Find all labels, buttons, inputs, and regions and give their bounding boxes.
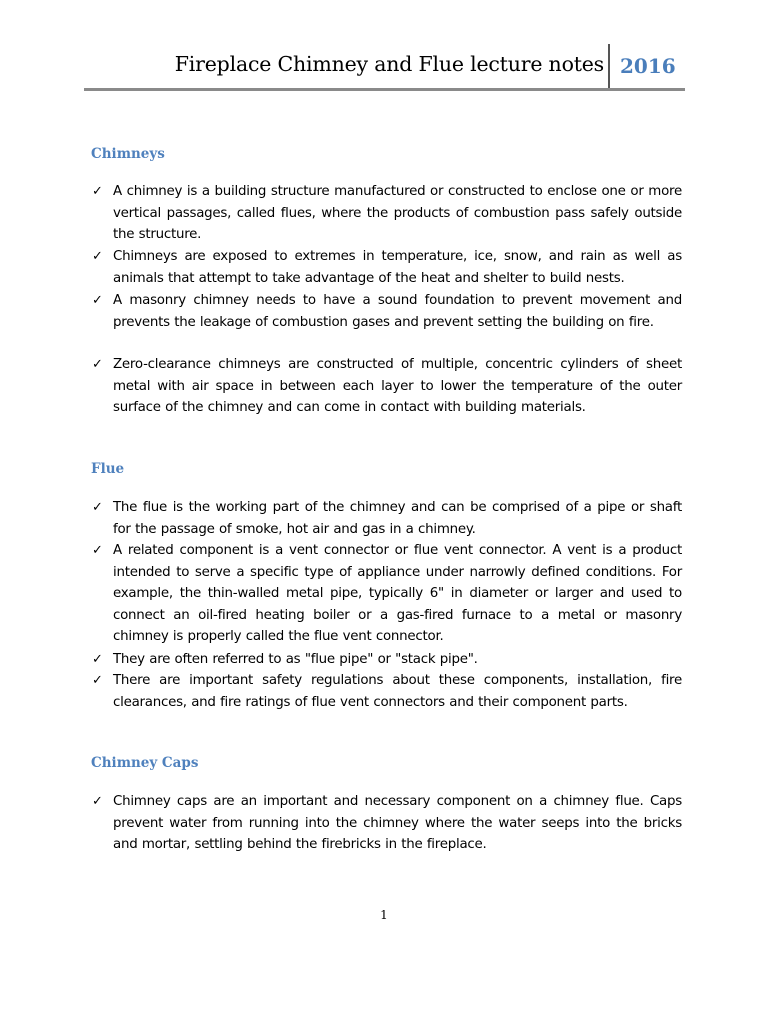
section-heading-chimney-caps: Chimney Caps [91,755,199,771]
list-item [92,246,682,289]
bullet-text: A masonry chimney needs to have a sound foundation to prevent movement and prevents the leakage of combustion gases and prevent setting the building on fire. [113,293,682,330]
document-year: 2016 [620,54,676,78]
bullet-text: Chimney caps are an important and necessary component on a chimney flue. Caps prevent water from running into the chimney where the water seeps into the bricks and mortar, settling behind the firebricks in the fireplace. [113,794,682,852]
bullet-text: Chimneys are exposed to extremes in temperature, ice, snow, and rain as well as animals that attempt to take advantage of the heat and shelter to build nests. [113,249,682,286]
bullet-text: A chimney is a building structure manufactured or constructed to enclose one or more vertical passages, called flues, where the products of combustion pass safely outside the structure. [113,184,682,242]
checkmark-icon: ✓ [92,794,103,809]
list-item [92,791,682,856]
checkmark-icon: ✓ [92,293,103,308]
checkmark-icon: ✓ [92,184,103,199]
list-item [92,290,682,333]
bullet-text: The flue is the working part of the chimney and can be comprised of a pipe or shaft for the passage of smoke, hot air and gas in a chimney. [113,500,682,537]
list-item [92,540,682,648]
bullet-text: Zero-clearance chimneys are constructed of multiple, concentric cylinders of sheet metal with air space in between each layer to lower the temperature of the outer surface of the chimney and can come in contact with building materials. [113,357,682,415]
checkmark-icon: ✓ [92,652,103,667]
document-title: Fireplace Chimney and Flue lecture notes [174,52,604,76]
list-item [92,354,682,419]
checkmark-icon: ✓ [92,500,103,515]
list-item [92,670,682,713]
bullet-text: They are often referred to as "flue pipe" or "stack pipe". [113,652,478,667]
page-number: 1 [380,908,388,922]
page-header [84,44,684,90]
section-heading-chimneys: Chimneys [91,146,165,162]
bullet-text: There are important safety regulations about these components, installation, fire clearances, and fire ratings of flue vent connectors and their component parts. [113,673,682,710]
list-item [92,181,682,246]
checkmark-icon: ✓ [92,357,103,372]
list-item [92,649,682,671]
checkmark-icon: ✓ [92,543,103,558]
header-rule [84,88,685,91]
header-divider [608,44,610,88]
checkmark-icon: ✓ [92,673,103,688]
bullet-text: A related component is a vent connector or flue vent connector. A vent is a product intended to serve a specific type of appliance under narrowly defined conditions. For example, the thin-walled metal pipe, typically 6" in diameter or larger and used to connect an oil-fired heating boiler or a gas-fired furnace to a metal or masonry chimney is properly called the flue vent connector. [113,543,682,644]
checkmark-icon: ✓ [92,249,103,264]
section-heading-flue: Flue [91,461,125,477]
list-item [92,497,682,540]
